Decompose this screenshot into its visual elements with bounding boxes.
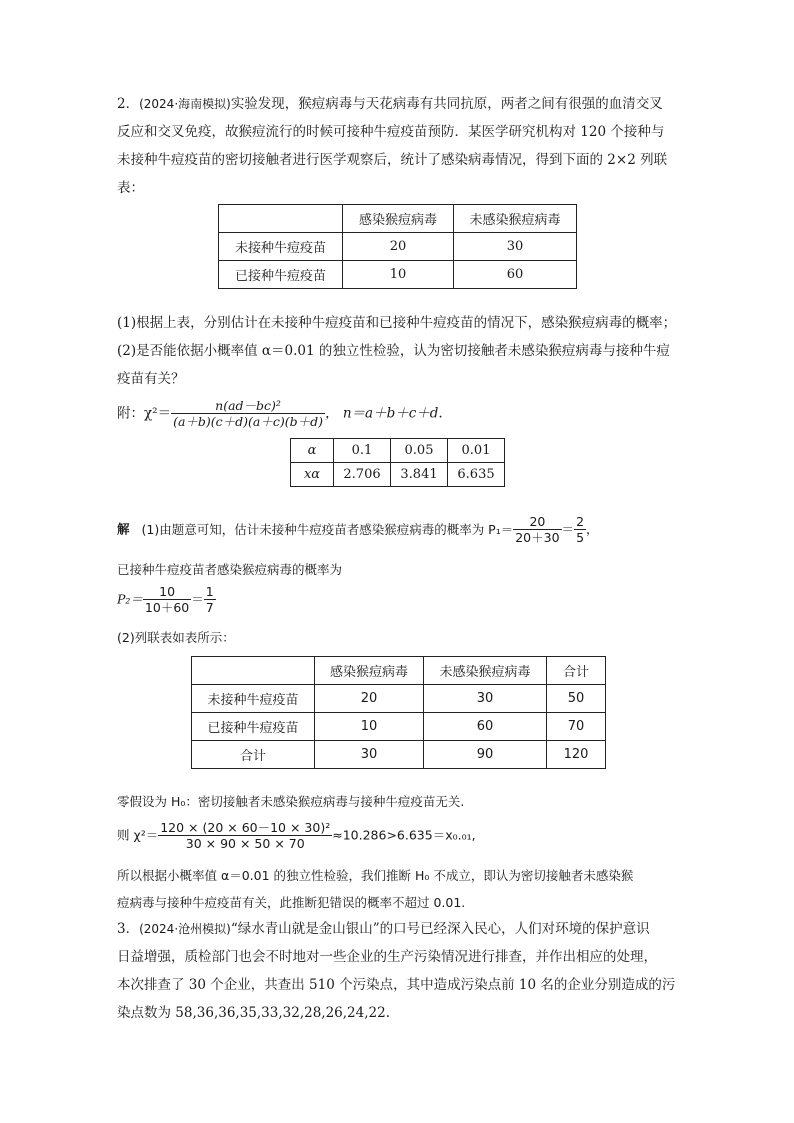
table-cell — [219, 205, 343, 233]
solution-part-1 — [117, 514, 599, 545]
table-cell: 60 — [424, 713, 547, 741]
table-cell: 已接种牛痘疫苗 — [219, 261, 343, 289]
q3-source: (2024·沧州模拟) — [139, 922, 231, 936]
p1-end: ， — [586, 521, 599, 537]
solution-part2-intro: (2)列联表如表所示： — [117, 630, 235, 645]
table-row — [291, 439, 505, 463]
chi-square-calculation — [117, 820, 476, 851]
p2-prefix: P₂＝ — [117, 591, 143, 607]
chi-numerator: 120 × (20 × 60－10 × 30)² — [160, 820, 331, 835]
q2-line-3: 未接种牛痘疫苗的密切接触者进行医学观察后，统计了感染病毒情况，得到下面的 2×2 列联 — [117, 152, 668, 168]
p1-result-numerator: 2 — [576, 514, 585, 529]
q2-number: 2． — [117, 96, 140, 112]
q2-source: (2024·海南模拟) — [139, 97, 231, 111]
q2-part-2b: 疫苗有关？ — [117, 371, 185, 387]
table-cell: 0.01 — [448, 439, 505, 463]
table-row — [291, 463, 505, 487]
chi-suffix: ≈10.286>6.635＝x₀.₀₁, — [332, 827, 476, 843]
table-cell: 10 — [343, 261, 454, 289]
table-cell: 0.1 — [334, 439, 391, 463]
q2-part-2a: (2)是否能依据小概率值 α＝0.01 的独立性检验，认为密切接触者未感染猴痘病毒与接种牛痘 — [117, 343, 670, 359]
q3-line-4: 染点数为 58,36,36,35,33,32,28,26,24,22. — [117, 1005, 390, 1021]
conclusion-line-2: 痘病毒与接种牛痘疫苗有关，此推断犯错误的概率不超过 0.01. — [117, 895, 466, 910]
q3-text-1: “绿水青山就是金山银山”的口号已经深入民心，人们对环境的保护意识 — [230, 921, 650, 937]
p2-equals: ＝ — [191, 591, 204, 607]
q2-contingency-table — [218, 204, 577, 289]
table-cell: 20 — [315, 685, 424, 713]
table-row — [192, 741, 606, 769]
null-hypothesis: 零假设为 H₀：密切接触者未感染猴痘病毒与接种牛痘疫苗无关. — [117, 794, 465, 809]
p1-fraction — [513, 514, 561, 545]
table-cell: 120 — [547, 741, 606, 769]
table-cell: 未感染猴痘病毒 — [424, 657, 547, 685]
p2-fraction — [143, 584, 191, 615]
p2-denominator: 10＋60 — [144, 600, 190, 615]
table-cell — [192, 657, 315, 685]
p1-numerator: 20 — [513, 514, 561, 530]
chi-prefix: 则 χ²＝ — [117, 827, 159, 843]
table-cell: 70 — [547, 713, 606, 741]
table-cell: 10 — [315, 713, 424, 741]
q2-text-1: 实验发现，猴痘病毒与天花病毒有共同抗原，两者之间有很强的血清交叉 — [230, 96, 663, 112]
table-cell: 2.706 — [334, 463, 391, 487]
p2-numerator: 10 — [143, 584, 191, 600]
formula-suffix: ， n＝a＋b＋c＋d. — [325, 405, 443, 422]
chi-square-formula — [117, 398, 443, 429]
q2-line-1 — [117, 94, 663, 114]
formula-fraction — [171, 398, 325, 429]
table-cell: 3.841 — [391, 463, 448, 487]
table-cell: 合计 — [547, 657, 606, 685]
p1-result-denominator: 5 — [576, 530, 585, 545]
table-row — [219, 205, 577, 233]
q3-line-2: 日益增强，质检部门也会不时地对一些企业的生产污染情况进行排查，并作出相应的处理， — [117, 949, 657, 965]
table-row — [219, 261, 577, 289]
q2-part-1: (1)根据上表，分别估计在未接种牛痘疫苗和已接种牛痘疫苗的情况下，感染猴痘病毒的概率； — [117, 315, 677, 331]
table-cell: 0.05 — [391, 439, 448, 463]
p1-denominator: 20＋30 — [515, 530, 560, 545]
table-cell: xα — [291, 463, 334, 487]
table-cell: 6.635 — [448, 463, 505, 487]
q2-line-4: 表： — [117, 180, 144, 196]
p1-result-fraction — [574, 514, 586, 545]
table-cell: 20 — [343, 233, 454, 261]
solution-part1-text-2: 已接种牛痘疫苗者感染猴痘病毒的概率为 — [117, 562, 343, 577]
table-cell: 未接种牛痘疫苗 — [219, 233, 343, 261]
table-cell: 已接种牛痘疫苗 — [192, 713, 315, 741]
table-cell: 合计 — [192, 741, 315, 769]
chi-fraction — [158, 820, 332, 851]
table-cell: 90 — [424, 741, 547, 769]
table-cell: 30 — [454, 233, 577, 261]
p1-equals: ＝ — [561, 521, 575, 537]
table-cell: 50 — [547, 685, 606, 713]
table-row — [192, 685, 606, 713]
table-cell: α — [291, 439, 334, 463]
q2-line-2: 反应和交叉免疫，故猴痘流行的时候可接种牛痘疫苗预防．某医学研究机构对 120 个接种与 — [117, 124, 665, 140]
critical-value-table — [290, 438, 505, 487]
table-row — [219, 233, 577, 261]
p2-result-fraction — [204, 584, 216, 615]
table-cell: 感染猴痘病毒 — [343, 205, 454, 233]
q3-number: 3． — [117, 921, 140, 937]
chi-denominator: 30 × 90 × 50 × 70 — [185, 836, 305, 851]
table-row — [192, 713, 606, 741]
solution-contingency-table — [191, 656, 606, 769]
q3-line-1 — [117, 919, 650, 939]
p2-expression — [117, 584, 216, 615]
table-cell: 60 — [454, 261, 577, 289]
formula-denominator: (a＋b)(c＋d)(a＋c)(b＋d) — [173, 414, 324, 429]
table-cell: 感染猴痘病毒 — [315, 657, 424, 685]
table-cell: 未感染猴痘病毒 — [454, 205, 577, 233]
table-cell: 30 — [424, 685, 547, 713]
p2-result-denominator: 7 — [205, 600, 214, 615]
p2-result-numerator: 1 — [205, 584, 214, 599]
formula-numerator: n(ad－bc)² — [171, 398, 325, 414]
conclusion-line-1: 所以根据小概率值 α＝0.01 的独立性检验，我们推断 H₀ 不成立，即认为密切接触者未感染猴 — [117, 868, 634, 883]
q3-line-3: 本次排查了 30 个企业，共查出 510 个污染点，其中造成污染点前 10 名的企业分别造成的污 — [117, 977, 676, 993]
table-cell: 30 — [315, 741, 424, 769]
solution-part1-text: (1)由题意可知，估计未接种牛痘疫苗者感染猴痘病毒的概率为 P₁＝ — [141, 521, 514, 537]
table-cell: 未接种牛痘疫苗 — [192, 685, 315, 713]
solution-label: 解 — [117, 521, 130, 537]
formula-prefix: 附：χ²＝ — [117, 405, 172, 422]
table-row — [192, 657, 606, 685]
